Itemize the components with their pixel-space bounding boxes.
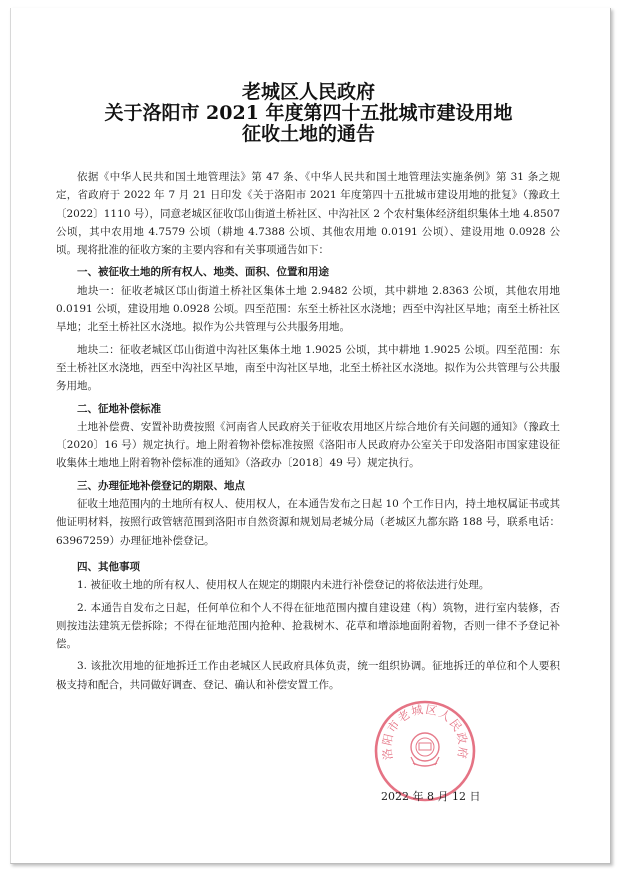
document-body: [56, 168, 560, 694]
document-title-line2: 关于洛阳市 2021 年度第四十五批城市建设用地: [104, 102, 513, 124]
section2-heading: 二、征地补偿标准: [77, 402, 161, 415]
section1-heading: 一、被征收土地的所有权人、地类、面积、位置和用途: [77, 266, 329, 279]
seal-text: 洛阳市老城区人民政府: [379, 702, 471, 761]
svg-text:洛阳市老城区人民政府: [380, 702, 471, 761]
seal-emblem-icon: [411, 733, 439, 766]
section4-paragraph3: 3. 该批次用地的征地拆迁工作由老城区人民政府具体负责，统一组织协调。征地拆迁的单位和个人要积极支持和配合，共同做好调查、登记、确认和补偿安置工作。: [56, 660, 560, 691]
section2-paragraph1: 土地补偿费、安置补助费按照《河南省人民政府关于征收农用地区片综合地价有关问题的通知》（豫政土〔2020〕16 号）规定执行。地上附着物补偿标准按照《洛阳市人民政府办公室关于印发洛阳市国家建设征收集体土地地上附着物补偿标准的通知》（洛政办〔2018〕49 号）规定执行。: [56, 420, 560, 470]
section4-paragraph2: 2. 本通告自发布之日起，任何单位和个人不得在征地范围内擅自建设建（构）筑物，进行室内装修，否则按违法建筑无偿拆除；不得在征地范围内抢种、抢栽树木、花草和增添地面附着物，否则一律不予登记补偿。: [56, 601, 560, 651]
issue-date: 2022 年 8 月 12 日: [381, 790, 481, 803]
intro-paragraph: 依据《中华人民共和国土地管理法》第 47 条、《中华人民共和国土地管理法实施条例》第 31 条之规定，省政府于 2022 年 7 月 21 日印发《关于洛阳市 2021 年度第四十五批城市建设用地的批复》（豫政土〔2022〕1110 号），同意老城区征收邙山街道土桥社区、中沟社区 2 个农村集体经济组织集体土地 4.8507 公顷，其中农用地 4.7579 公顷（耕地 4.7388 公顷、其他农用地 0.0191 公顷）、建设用地 0.0928 公顷。现将批准的征收方案的主要内容和有关事项通告如下：: [56, 171, 560, 257]
document-title-line1: 老城区人民政府: [241, 81, 375, 103]
section1-paragraph2: 地块二：征收老城区邙山街道中沟社区集体土地 1.9025 公顷，其中耕地 1.9025 公顷。四至范围：东至土桥社区水浇地，西至中沟社区旱地，南至中沟社区旱地，北至土桥社区水浇地。拟作为公共管理与公共服务用地。: [56, 343, 560, 393]
section4-heading: 四、其他事项: [77, 560, 140, 573]
section1-paragraph1: 地块一：征收老城区邙山街道土桥社区集体土地 2.9482 公顷，其中耕地 2.8363 公顷，其他农用地 0.0191 公顷，建设用地 0.0928 公顷。四至范围：东至土桥社区水浇地；西至中沟社区旱地；南至土桥社区旱地；北至土桥社区水浇地。拟作为公共管理与公共服务用地。: [56, 284, 560, 334]
document-title-line3: 征收土地的通告: [241, 123, 375, 145]
section3-paragraph1: 征收土地范围内的土地所有权人、使用权人，在本通告发布之日起 10 个工作日内，持土地权属证书或其他证明材料，按照行政管辖范围到洛阳市自然资源和规划局老城分局（老城区九都东路 188 号，联系电话：63967259）办理征地补偿登记。: [56, 498, 560, 547]
section3-heading: 三、办理征地补偿登记的期限、地点: [77, 479, 245, 492]
section4-paragraph1: 1. 被征收土地的所有权人、使用权人在规定的期限内未进行补偿登记的将依法进行处理。: [77, 579, 490, 592]
